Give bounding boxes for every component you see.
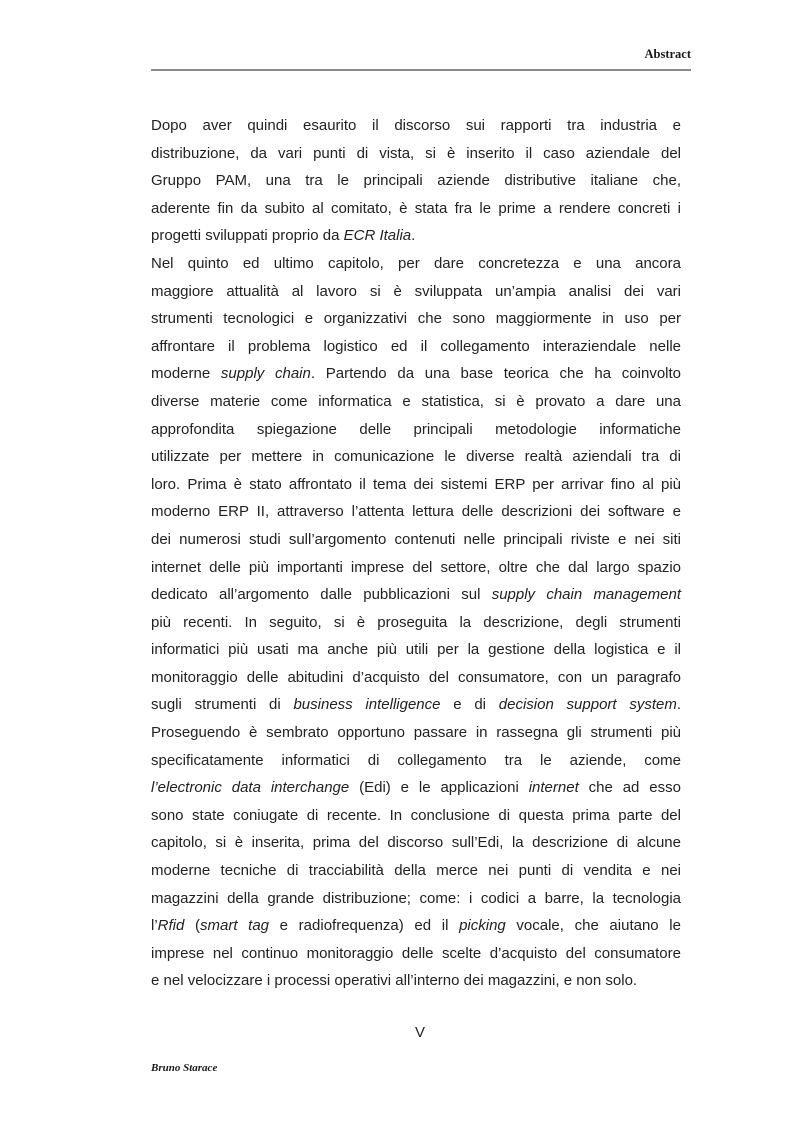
italic-phrase: ECR Italia [343, 227, 412, 245]
text-run: progetti sviluppati proprio da [151, 227, 344, 245]
text-run: utilizzate per mettere in comunicazione le diverse realtà aziendali tra di [151, 448, 681, 466]
text-line [151, 443, 681, 471]
text-run: diverse materie come informatica e statistica, si è provato a dare una [151, 392, 681, 410]
italic-phrase: business intelligence [293, 696, 441, 714]
text-line [151, 471, 681, 499]
text-line [151, 664, 681, 692]
header-rule [151, 69, 691, 71]
text-line [151, 140, 681, 168]
text-line [151, 278, 681, 306]
text-run: che ad esso [578, 779, 681, 797]
text-line [151, 581, 681, 609]
text-line [151, 167, 681, 195]
text-line [151, 940, 681, 968]
text-run: vocale, che aiutano le [505, 917, 681, 935]
italic-phrase: Rfid [157, 917, 185, 935]
text-run: distribuzione, da vari punti di vista, si è inserito il caso aziendale del [151, 144, 681, 162]
italic-phrase: picking [459, 917, 506, 935]
footer-author: Bruno Starace [151, 1062, 218, 1074]
text-run: sono state coniugate di recente. In conclusione di questa prima parte del [151, 806, 681, 824]
italic-phrase: internet [528, 779, 579, 797]
text-line [151, 719, 681, 747]
text-run: dedicato all’argomento dalle pubblicazioni sul [151, 586, 492, 604]
text-run: più recenti. In seguito, si è proseguita la descrizione, degli strumenti [151, 613, 681, 631]
text-line [151, 554, 681, 582]
text-line [151, 857, 681, 885]
text-run: imprese nel continuo monitoraggio delle scelte d’acquisto del consumatore [151, 944, 681, 962]
text-run: specificatamente informatici di collegamento tra le aziende, come [151, 751, 681, 769]
text-run: informatici più usati ma anche più utili per la gestione della logistica e il [151, 641, 681, 659]
text-line [151, 498, 681, 526]
text-run: strumenti tecnologici e organizzativi che sono maggiormente in uso per [151, 310, 681, 328]
page-number: V [414, 1024, 425, 1041]
text-line [151, 609, 681, 637]
text-run: internet delle più importanti imprese del settore, oltre che dal largo spazio [151, 558, 681, 576]
text-run: loro. Prima è stato affrontato il tema dei sistemi ERP per arrivar fino al più [151, 475, 681, 493]
text-run: approfondita spiegazione delle principali metodologie informatiche [151, 420, 681, 438]
text-run: . [676, 696, 682, 714]
text-line [151, 912, 681, 940]
italic-phrase: smart tag [200, 917, 270, 935]
text-run: capitolo, si è inserita, prima del discorso sull’Edi, la descrizione di alcune [151, 834, 681, 852]
text-run: e di [440, 696, 499, 714]
text-line [151, 360, 681, 388]
text-line [151, 250, 681, 278]
text-run: l’ [151, 917, 158, 935]
text-line [151, 305, 681, 333]
italic-phrase: l’electronic data interchange [151, 779, 350, 797]
text-line [151, 195, 681, 223]
text-line [151, 802, 681, 830]
text-run: ( [184, 917, 201, 935]
text-run: Nel quinto ed ultimo capitolo, per dare concretezza e una ancora [151, 254, 681, 272]
text-line [151, 333, 681, 361]
text-line [151, 526, 681, 554]
italic-phrase: supply chain management [491, 586, 681, 604]
text-line [151, 112, 681, 140]
text-run: . Partendo da una base teorica che ha coinvolto [310, 365, 682, 383]
text-run: aderente fin da subito al comitato, è stata fra le prime a rendere concreti i [151, 199, 681, 217]
italic-phrase: decision support system [498, 696, 677, 714]
text-run: e radiofrequenza) ed il [269, 917, 460, 935]
text-run: sugli strumenti di [151, 696, 294, 714]
text-line [151, 747, 681, 775]
text-run: (Edi) e le applicazioni [349, 779, 529, 797]
italic-phrase: supply chain [220, 365, 311, 383]
text-line [151, 636, 681, 664]
text-run: Proseguendo è sembrato opportuno passare in rassegna gli strumenti più [151, 724, 681, 742]
text-line [151, 774, 681, 802]
text-run: . [411, 227, 416, 245]
text-line [151, 691, 681, 719]
text-run: moderne tecniche di tracciabilità della merce nei punti di vendita e nei [151, 862, 681, 880]
text-run: e nel velocizzare i processi operativi all’interno dei magazzini, e non solo. [151, 972, 638, 990]
text-run: magazzini della grande distribuzione; come: i codici a barre, la tecnologia [151, 889, 681, 907]
text-line [151, 222, 681, 250]
text-run: monitoraggio delle abitudini d’acquisto del consumatore, con un paragrafo [151, 668, 681, 686]
abstract-body [151, 112, 681, 995]
text-run: maggiore attualità al lavoro si è sviluppata un’ampia analisi dei vari [151, 282, 681, 300]
text-run: dei numerosi studi sull’argomento contenuti nelle principali riviste e nei siti [151, 530, 681, 548]
text-line [151, 388, 681, 416]
text-line [151, 416, 681, 444]
text-run: Gruppo PAM, una tra le principali aziende distributive italiane che, [151, 172, 681, 190]
text-line [151, 967, 681, 995]
text-line [151, 829, 681, 857]
text-line [151, 885, 681, 913]
text-run: affrontare il problema logistico ed il collegamento interaziendale nelle [151, 337, 681, 355]
text-run: moderne [151, 365, 221, 383]
text-run: moderno ERP II, attraverso l’attenta lettura delle descrizioni dei software e [151, 503, 681, 521]
text-run: Dopo aver quindi esaurito il discorso sui rapporti tra industria e [151, 117, 681, 134]
section-title: Abstract [644, 47, 691, 61]
